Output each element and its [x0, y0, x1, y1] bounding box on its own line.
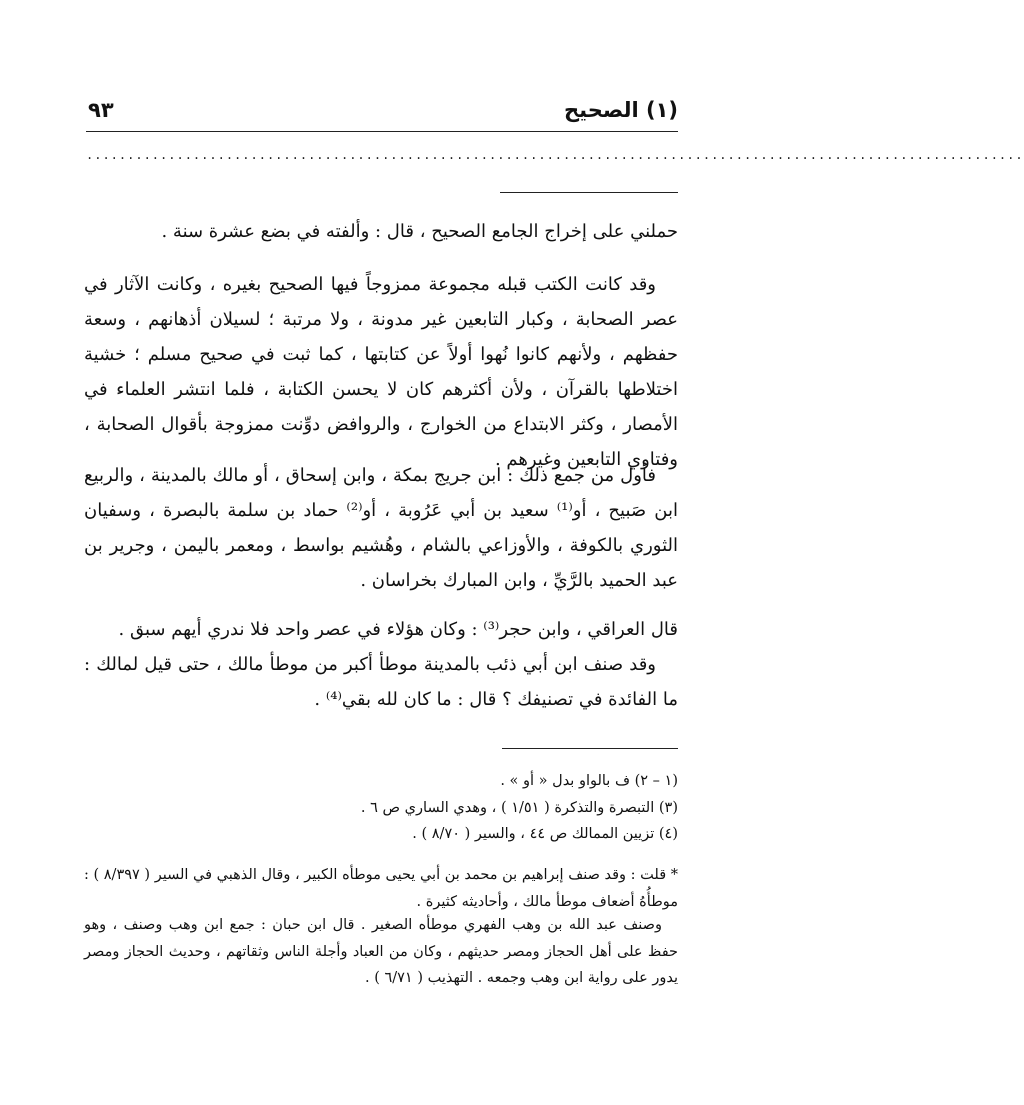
chapter-title: (١) الصحيح [564, 98, 678, 122]
paragraph-text: وقد كانت الكتب قبله مجموعة ممزوجاً فيها الصحيح بغيره ، وكانت الآثار في عصر الصحابة ، وكبار التابعين غير مدونة ، ولا مرتبة ؛ لسيلان أذهانهم ، وسعة حفظهم ، ولأنهم كانوا نُهوا أولاً عن كتابتها ، كما ثبت في صحيح مسلم ؛ خشية اختلاطها بالقرآن ، ولأن أكثرهم كان لا يحسن الكتابة ، فلما انتشر العلماء في الأمصار ، وكثر الابتداع من الخوارج ، والروافض دوِّنت ممزوجة بأقوال الصحابة ، وفتاوي التابعين وغيرهم . [84, 274, 678, 470]
separator-rule [500, 192, 678, 193]
dotted-separator: .................................................................................................................. [86, 148, 1024, 162]
paragraph-1 [84, 214, 678, 249]
footnote: (٣) التبصرة والتذكرة ( ١/٥١ ) ، وهدي الساري ص ٦ . [360, 799, 678, 816]
note-1 [84, 862, 678, 915]
footnote: (١ – ٢) ف بالواو بدل « أو » . [500, 773, 678, 789]
footnote: (٤) تزيين الممالك ص ٤٤ ، والسير ( ٨/٧٠ ) . [412, 826, 678, 842]
note-text: * قلت : وقد صنف إبراهيم بن محمد بن أبي يحيى موطأه الكبير ، وقال الذهبي في السير ( ٨/٣٩٧ ) : موطأُهُ أضعاف موطأ مالك ، وأحاديثه كثيرة . [84, 867, 678, 910]
note-text: وصنف عبد الله بن وهب الفهري موطأه الصغير . قال ابن حبان : جمع ابن وهب وصنف ، وهو حفظ على أهل الحجاز ومصر حديثهم ، وكان من العباد وأجلة الناس وثقاتهم ، وحديث الحجاز ومصر يدور على رواية ابن وهب وجمعه . التهذيب ( ٦/٧١ ) . [84, 917, 678, 986]
paragraph-text: وقد صنف ابن أبي ذئب بالمدينة موطأ أكبر من موطأ مالك ، حتى قيل لمالك : ما الفائدة في تصنيفك ؟ قال : ما كان لله بقي⁽⁴⁾ . [84, 654, 678, 710]
paragraph-4 [84, 612, 678, 717]
note-2 [84, 912, 678, 992]
footnotes [84, 768, 678, 848]
header-rule [86, 131, 678, 132]
paragraph-text: فأول من جمع ذلك : ابن جريج بمكة ، وابن إسحاق ، أو مالك بالمدينة ، والربيع ابن صَبيح ، أو⁽¹⁾ سعيد بن أبي عَرُوبة ، أو⁽²⁾ حماد بن سلمة بالبصرة ، وسفيان الثوري بالكوفة ، والأوزاعي بالشام ، وهُشيم بواسط ، ومعمر باليمن ، وجرير بن عبد الحميد بالرَّيِّ ، وابن المبارك بخراسان . [84, 465, 678, 591]
footnote-rule [502, 748, 678, 749]
paragraph-text: قال العراقي ، وابن حجر⁽³⁾ : وكان هؤلاء في عصر واحد فلا ندري أيهم سبق . [118, 619, 678, 640]
paragraph-text: حملني على إخراج الجامع الصحيح ، قال : وألفته في بضع عشرة سنة . [161, 221, 678, 242]
paragraph-3 [84, 458, 678, 598]
page-number: ٩٣ [88, 98, 114, 122]
paragraph-2 [84, 267, 678, 477]
running-header [88, 98, 678, 132]
